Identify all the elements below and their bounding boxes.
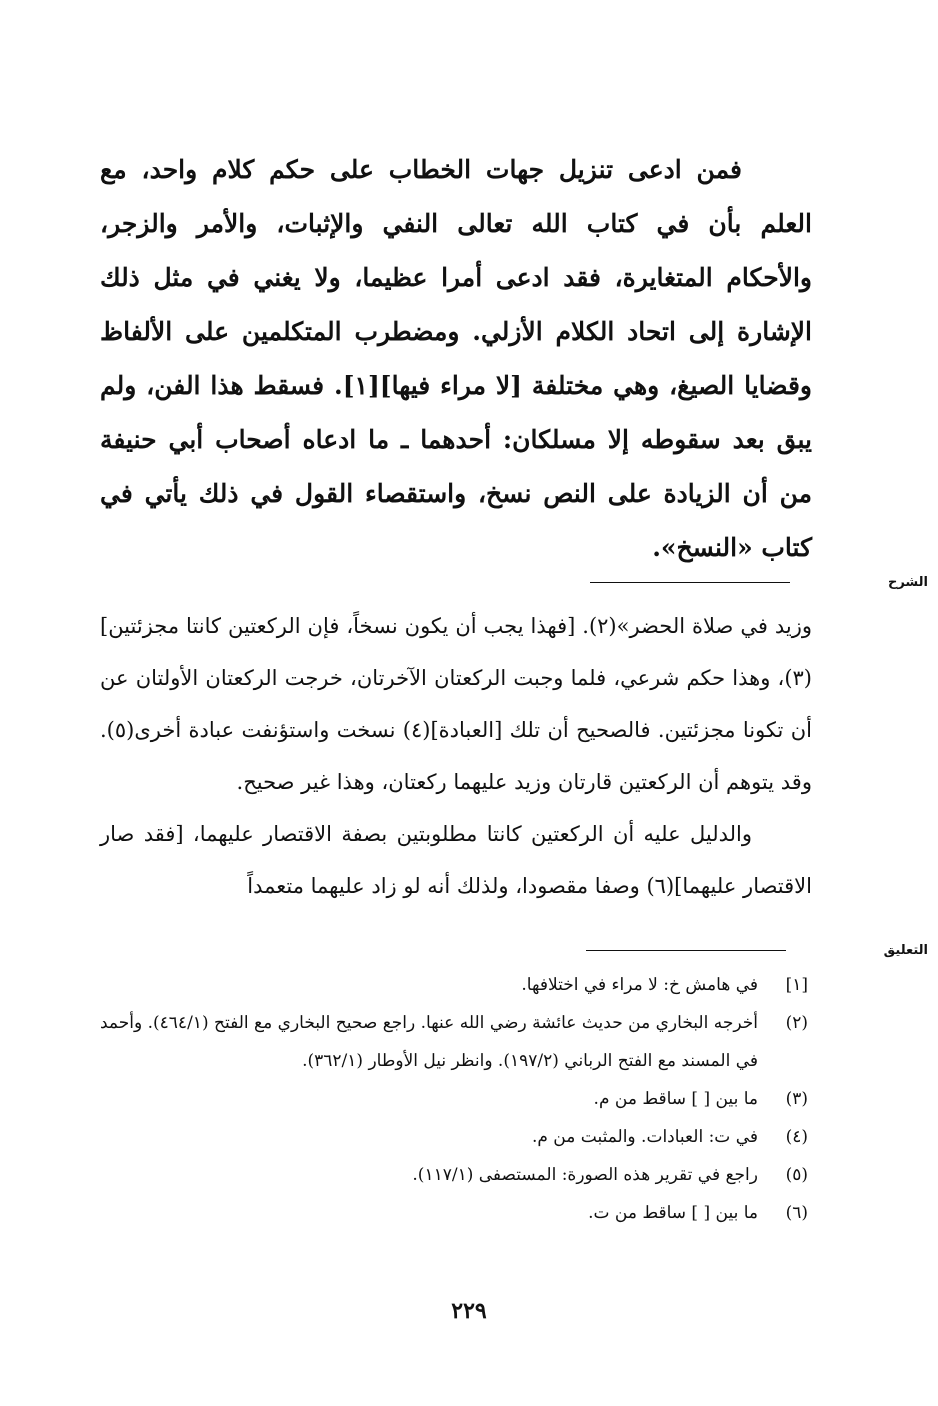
main-paragraph: فمن ادعى تنزيل جهات الخطاب على حكم كلام واحد، مع العلم بأن في كتاب الله تعالى النفي والإثبات، والأمر والزجر، والأحكام المتغايرة، فقد ادعى أمرا عظيما، ولا يغني في مثل ذلك الإشارة إلى اتحاد الكلام الأزلي. ومضطرب المتكلمين على الألفاظ وقضايا الصيغ، وهي مختلفة [لا مراء فيها][١]. فسقط هذا الفن، ولم يبق بعد سقوطه إلا مسلكان: أحدهما ـ ما ادعاه أصحاب أبي حنيفة من أن الزيادة على النص نسخ، واستقصاء القول في ذلك يأتي في كتاب «النسخ». <box>100 155 812 562</box>
footnote-text: في ت: العبادات. والمثبت من م. <box>531 1127 758 1147</box>
sharh-paragraph-1: وزيد في صلاة الحضر»(٢). [فهذا يجب أن يكون نسخاً، فإن الركعتين كانتا مجزئتين](٣)، وهذا حكم شرعي، فلما وجبت الركعتان الآخرتان، خرجت الركعتان الأولتان عن أن تكونا مجزئتين. فالصحيح أن تلك [العبادة](٤) نسخت واستؤنفت عبادة أخرى(٥). وقد يتوهم أن الركعتين قارتان وزيد عليهما ركعتان، وهذا غير صحيح. <box>100 614 812 794</box>
taliq-section-header <box>586 940 928 960</box>
sharh-label: الشرح <box>887 574 928 590</box>
footnote-text: أخرجه البخاري من حديث عائشة رضي الله عنها. راجع صحيح البخاري مع الفتح (٤٦٤/١). وأحمد في المسند مع الفتح الرباني (١٩٧/٢). وانظر نيل الأوطار (٣٦٢/١). <box>100 1013 758 1071</box>
footnote-number: (٣) <box>785 1089 808 1109</box>
taliq-rule <box>586 950 786 951</box>
sharh-paragraph-2: والدليل عليه أن الركعتين كانتا مطلوبتين بصفة الاقتصار عليهما، [فقد صار الاقتصار عليهما](٦) وصفا مقصودا، ولذلك أنه لو زاد عليهما متعمداً <box>100 822 812 898</box>
taliq-label: التعليق <box>883 942 928 958</box>
sharh-text-block <box>100 600 812 912</box>
footnote-text: ما بين [ ] ساقط من م. <box>593 1089 758 1109</box>
footnote-item <box>100 1004 812 1080</box>
footnote-number: (٢) <box>785 1013 808 1033</box>
footnote-number: (٥) <box>785 1165 808 1185</box>
sharh-rule <box>590 582 790 583</box>
footnotes-list <box>100 966 812 1232</box>
footnote-item <box>100 1156 812 1194</box>
footnote-number: [١] <box>785 975 808 995</box>
main-text-block <box>100 143 812 575</box>
footnote-text: ما بين [ ] ساقط من ت. <box>588 1203 758 1223</box>
footnote-number: (٤) <box>785 1127 808 1147</box>
footnote-item <box>100 1080 812 1118</box>
footnote-item <box>100 1194 812 1232</box>
footnote-number: (٦) <box>785 1203 808 1223</box>
sharh-section-header <box>590 572 928 592</box>
footnote-text: راجع في تقرير هذه الصورة: المستصفى (١١٧/١). <box>412 1165 758 1185</box>
footnote-item <box>100 966 812 1004</box>
footnote-item <box>100 1118 812 1156</box>
footnote-text: في هامش خ: لا مراء في اختلافها. <box>521 975 758 995</box>
page-number: ٢٢٩ <box>451 1298 487 1324</box>
